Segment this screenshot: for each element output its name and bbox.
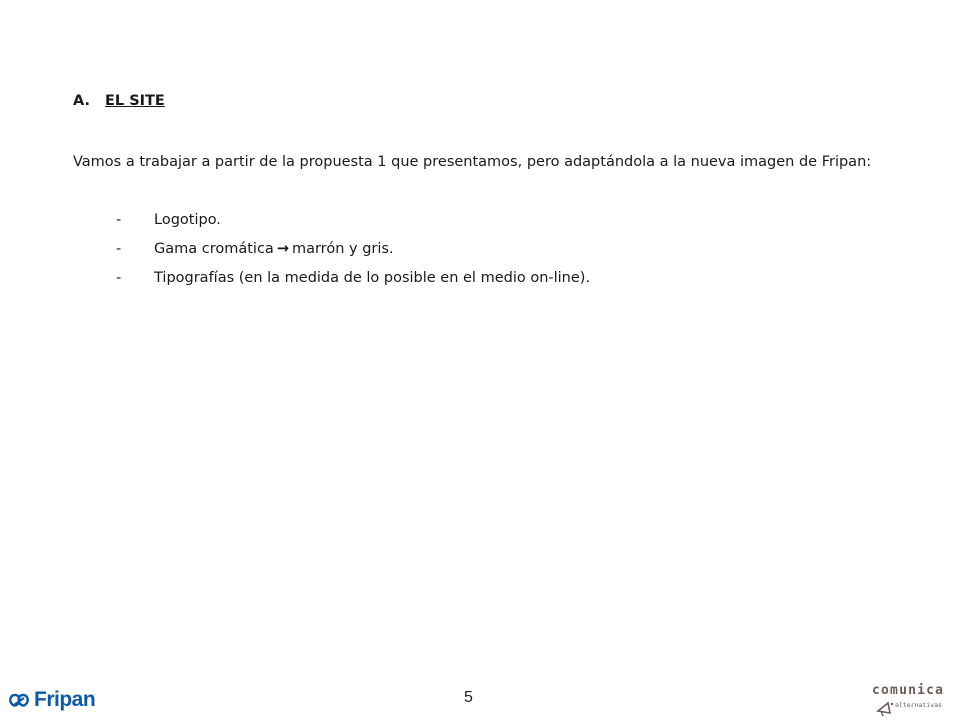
intro-paragraph: Vamos a trabajar a partir de la propuesta 1 que presentamos, pero adaptándola a la nueva imagen de Fripan: (73, 154, 872, 170)
bullet-dash: - (116, 212, 122, 228)
list-item (116, 270, 590, 299)
page-number: 5 (464, 689, 473, 706)
bullet-text: Tipografías (en la medida de lo posible en el medio on-line). (154, 270, 591, 286)
bullet-text: Logotipo. (154, 212, 221, 228)
bullet-dash: - (116, 241, 122, 257)
list-item (116, 212, 590, 241)
bullet-list (116, 212, 590, 299)
comunica-wordmark: comunica (872, 683, 945, 698)
fripan-logo (8, 688, 95, 712)
bullet-text: marrón y gris. (291, 241, 394, 257)
section-title: EL SITE (105, 93, 165, 109)
megaphone-icon (876, 699, 896, 717)
bullet-dash: - (116, 270, 122, 286)
fripan-wordmark: Fripan (34, 688, 96, 711)
bullet-text: Gama cromática (154, 241, 274, 257)
fripan-pretzel-icon (8, 690, 30, 710)
section-heading (73, 93, 165, 109)
list-item (116, 241, 590, 270)
comunica-tagline: alternativas (895, 701, 942, 709)
comunica-logo (872, 683, 956, 719)
section-marker: A. (73, 93, 90, 109)
right-arrow-icon: → (276, 241, 289, 257)
